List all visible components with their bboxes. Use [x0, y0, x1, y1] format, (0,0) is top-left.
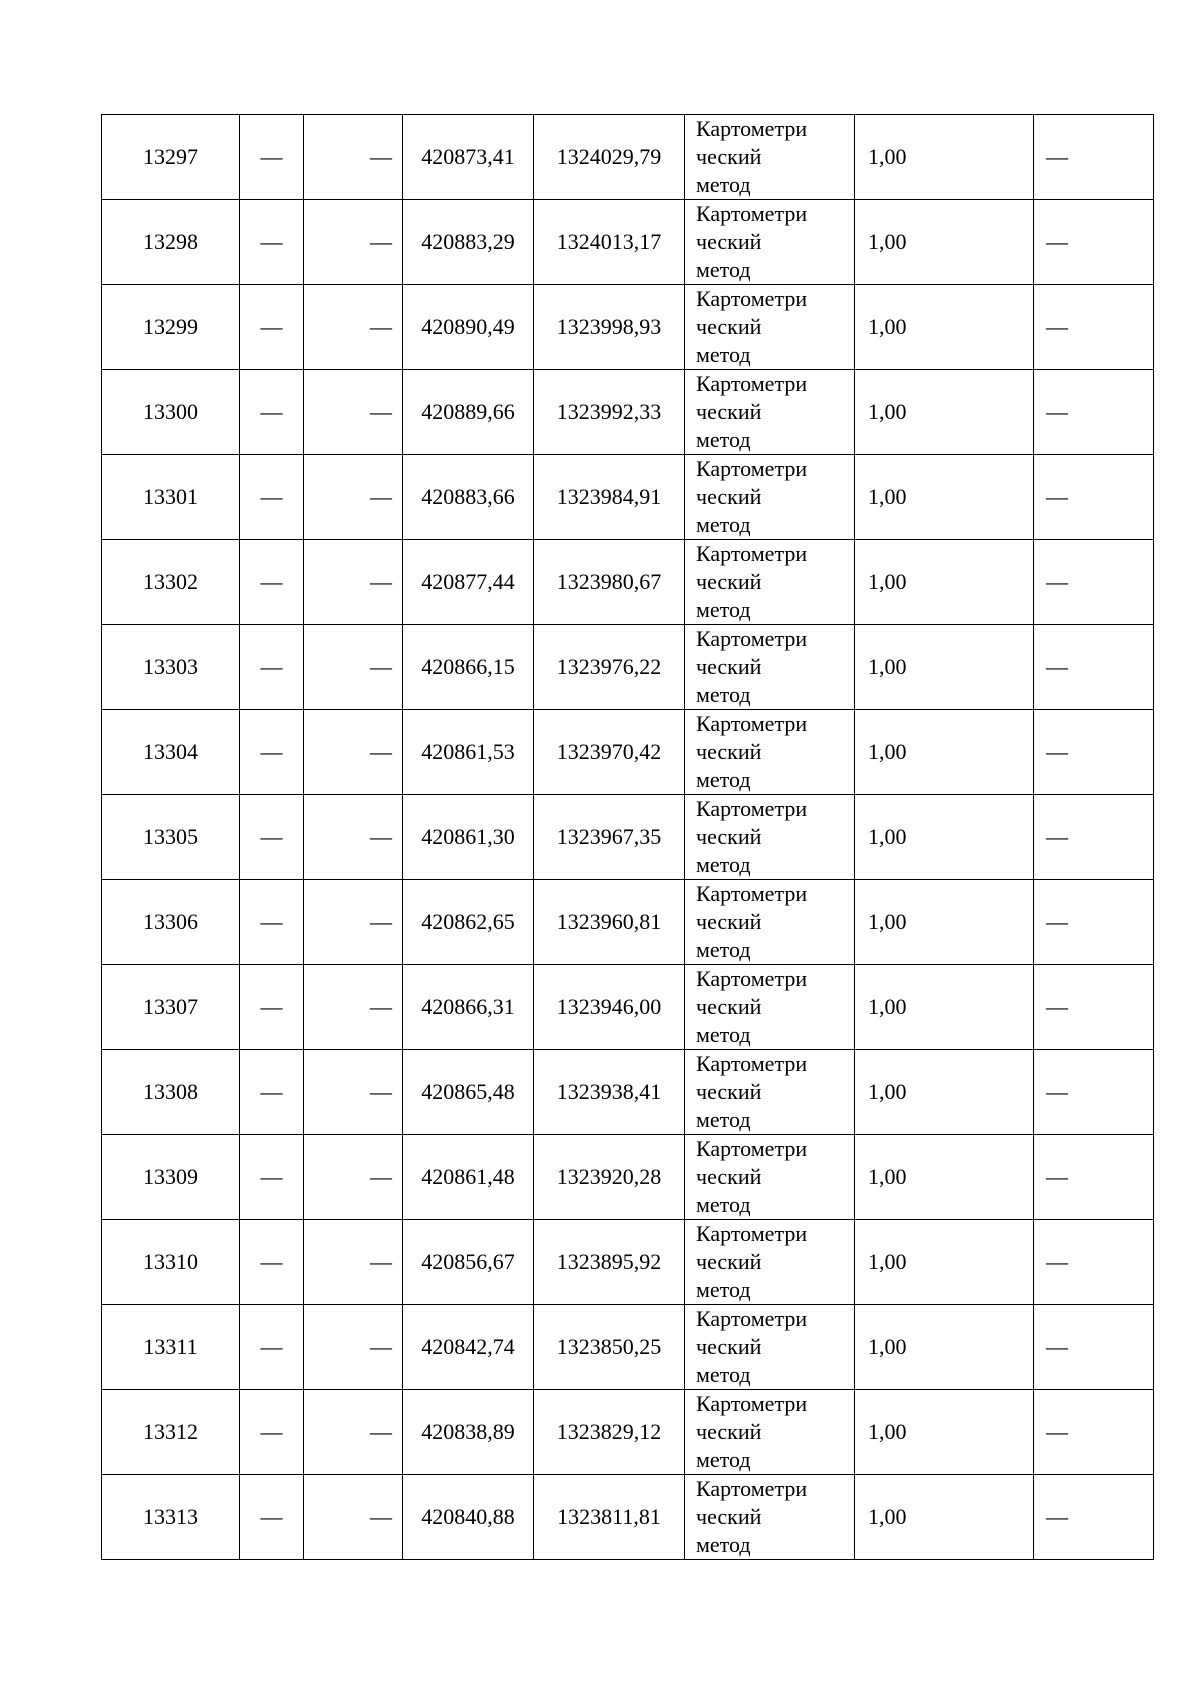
empty-value-cell: — — [240, 1305, 304, 1390]
method-text: Картометри ческий метод — [696, 116, 808, 197]
x-coordinate-cell: 420861,53 — [403, 710, 534, 795]
table-row — [102, 965, 1154, 1050]
y-coordinate-cell: 1323920,28 — [534, 1135, 685, 1220]
y-coordinate-cell: 1324029,79 — [534, 115, 685, 200]
x-coordinate-cell: 420890,49 — [403, 285, 534, 370]
accuracy-cell: 1,00 — [855, 1305, 1034, 1390]
y-coordinate-cell: 1323970,42 — [534, 710, 685, 795]
method-cell — [685, 370, 855, 455]
method-text: Картометри ческий метод — [696, 1221, 808, 1302]
empty-value-cell: — — [240, 285, 304, 370]
x-coordinate-cell: 420842,74 — [403, 1305, 534, 1390]
note-cell: — — [1034, 285, 1154, 370]
empty-value-cell: — — [240, 200, 304, 285]
method-cell — [685, 1220, 855, 1305]
empty-value-cell: — — [240, 795, 304, 880]
coordinates-table — [101, 114, 1154, 1560]
point-number-cell: 13301 — [102, 455, 240, 540]
accuracy-cell: 1,00 — [855, 710, 1034, 795]
y-coordinate-cell: 1324013,17 — [534, 200, 685, 285]
x-coordinate-cell: 420883,29 — [403, 200, 534, 285]
x-coordinate-cell: 420883,66 — [403, 455, 534, 540]
empty-value-cell: — — [240, 1135, 304, 1220]
method-cell — [685, 1475, 855, 1560]
table-row — [102, 370, 1154, 455]
empty-value-cell: — — [304, 1135, 403, 1220]
y-coordinate-cell: 1323980,67 — [534, 540, 685, 625]
table-row — [102, 115, 1154, 200]
note-cell: — — [1034, 1135, 1154, 1220]
note-cell: — — [1034, 115, 1154, 200]
point-number-cell: 13302 — [102, 540, 240, 625]
point-number-cell: 13297 — [102, 115, 240, 200]
y-coordinate-cell: 1323984,91 — [534, 455, 685, 540]
accuracy-cell: 1,00 — [855, 1050, 1034, 1135]
method-text: Картометри ческий метод — [696, 1391, 808, 1472]
method-text: Картометри ческий метод — [696, 541, 808, 622]
x-coordinate-cell: 420861,30 — [403, 795, 534, 880]
empty-value-cell: — — [240, 880, 304, 965]
table-row — [102, 880, 1154, 965]
method-cell — [685, 1390, 855, 1475]
method-cell — [685, 1305, 855, 1390]
empty-value-cell: — — [240, 455, 304, 540]
table-row — [102, 540, 1154, 625]
empty-value-cell: — — [304, 1390, 403, 1475]
note-cell: — — [1034, 710, 1154, 795]
empty-value-cell: — — [240, 1050, 304, 1135]
empty-value-cell: — — [304, 795, 403, 880]
method-text: Картометри ческий метод — [696, 1051, 808, 1132]
x-coordinate-cell: 420838,89 — [403, 1390, 534, 1475]
point-number-cell: 13311 — [102, 1305, 240, 1390]
method-text: Картометри ческий метод — [696, 371, 808, 452]
y-coordinate-cell: 1323895,92 — [534, 1220, 685, 1305]
accuracy-cell: 1,00 — [855, 1475, 1034, 1560]
point-number-cell: 13307 — [102, 965, 240, 1050]
empty-value-cell: — — [240, 625, 304, 710]
y-coordinate-cell: 1323829,12 — [534, 1390, 685, 1475]
y-coordinate-cell: 1323946,00 — [534, 965, 685, 1050]
x-coordinate-cell: 420866,15 — [403, 625, 534, 710]
accuracy-cell: 1,00 — [855, 880, 1034, 965]
point-number-cell: 13308 — [102, 1050, 240, 1135]
y-coordinate-cell: 1323967,35 — [534, 795, 685, 880]
empty-value-cell: — — [304, 540, 403, 625]
point-number-cell: 13312 — [102, 1390, 240, 1475]
accuracy-cell: 1,00 — [855, 795, 1034, 880]
accuracy-cell: 1,00 — [855, 625, 1034, 710]
method-cell — [685, 115, 855, 200]
method-text: Картометри ческий метод — [696, 881, 808, 962]
empty-value-cell: — — [304, 625, 403, 710]
x-coordinate-cell: 420856,67 — [403, 1220, 534, 1305]
empty-value-cell: — — [304, 115, 403, 200]
method-cell — [685, 1050, 855, 1135]
note-cell: — — [1034, 880, 1154, 965]
table-row — [102, 285, 1154, 370]
method-text: Картометри ческий метод — [696, 201, 808, 282]
empty-value-cell: — — [304, 1305, 403, 1390]
method-text: Картометри ческий метод — [696, 711, 808, 792]
x-coordinate-cell: 420865,48 — [403, 1050, 534, 1135]
table-row — [102, 1220, 1154, 1305]
table-row — [102, 200, 1154, 285]
y-coordinate-cell: 1323976,22 — [534, 625, 685, 710]
table-row — [102, 1475, 1154, 1560]
x-coordinate-cell: 420889,66 — [403, 370, 534, 455]
note-cell: — — [1034, 370, 1154, 455]
method-cell — [685, 710, 855, 795]
y-coordinate-cell: 1323960,81 — [534, 880, 685, 965]
table-row — [102, 625, 1154, 710]
point-number-cell: 13300 — [102, 370, 240, 455]
table-row — [102, 1135, 1154, 1220]
note-cell: — — [1034, 540, 1154, 625]
method-cell — [685, 455, 855, 540]
x-coordinate-cell: 420877,44 — [403, 540, 534, 625]
note-cell: — — [1034, 455, 1154, 540]
accuracy-cell: 1,00 — [855, 370, 1034, 455]
accuracy-cell: 1,00 — [855, 965, 1034, 1050]
method-cell — [685, 965, 855, 1050]
method-text: Картометри ческий метод — [696, 286, 808, 367]
empty-value-cell: — — [240, 1390, 304, 1475]
point-number-cell: 13304 — [102, 710, 240, 795]
accuracy-cell: 1,00 — [855, 200, 1034, 285]
note-cell: — — [1034, 1475, 1154, 1560]
empty-value-cell: — — [304, 1475, 403, 1560]
method-cell — [685, 795, 855, 880]
method-cell — [685, 540, 855, 625]
point-number-cell: 13303 — [102, 625, 240, 710]
point-number-cell: 13310 — [102, 1220, 240, 1305]
note-cell: — — [1034, 625, 1154, 710]
table-row — [102, 1305, 1154, 1390]
empty-value-cell: — — [304, 965, 403, 1050]
method-cell — [685, 285, 855, 370]
method-cell — [685, 625, 855, 710]
empty-value-cell: — — [304, 1220, 403, 1305]
empty-value-cell: — — [240, 540, 304, 625]
empty-value-cell: — — [304, 1050, 403, 1135]
note-cell: — — [1034, 965, 1154, 1050]
x-coordinate-cell: 420840,88 — [403, 1475, 534, 1560]
method-text: Картометри ческий метод — [696, 1476, 808, 1557]
x-coordinate-cell: 420862,65 — [403, 880, 534, 965]
y-coordinate-cell: 1323998,93 — [534, 285, 685, 370]
empty-value-cell: — — [240, 1220, 304, 1305]
point-number-cell: 13298 — [102, 200, 240, 285]
method-cell — [685, 200, 855, 285]
table-row — [102, 710, 1154, 795]
method-text: Картометри ческий метод — [696, 966, 808, 1047]
method-text: Картометри ческий метод — [696, 456, 808, 537]
accuracy-cell: 1,00 — [855, 115, 1034, 200]
accuracy-cell: 1,00 — [855, 1135, 1034, 1220]
x-coordinate-cell: 420873,41 — [403, 115, 534, 200]
method-text: Картометри ческий метод — [696, 1136, 808, 1217]
empty-value-cell: — — [240, 710, 304, 795]
table-row — [102, 455, 1154, 540]
note-cell: — — [1034, 1305, 1154, 1390]
table-row — [102, 795, 1154, 880]
empty-value-cell: — — [304, 880, 403, 965]
empty-value-cell: — — [304, 285, 403, 370]
y-coordinate-cell: 1323938,41 — [534, 1050, 685, 1135]
y-coordinate-cell: 1323992,33 — [534, 370, 685, 455]
empty-value-cell: — — [240, 1475, 304, 1560]
y-coordinate-cell: 1323850,25 — [534, 1305, 685, 1390]
method-cell — [685, 880, 855, 965]
point-number-cell: 13309 — [102, 1135, 240, 1220]
note-cell: — — [1034, 1390, 1154, 1475]
point-number-cell: 13299 — [102, 285, 240, 370]
table-row — [102, 1390, 1154, 1475]
accuracy-cell: 1,00 — [855, 1220, 1034, 1305]
accuracy-cell: 1,00 — [855, 1390, 1034, 1475]
note-cell: — — [1034, 1220, 1154, 1305]
y-coordinate-cell: 1323811,81 — [534, 1475, 685, 1560]
point-number-cell: 13306 — [102, 880, 240, 965]
point-number-cell: 13313 — [102, 1475, 240, 1560]
x-coordinate-cell: 420866,31 — [403, 965, 534, 1050]
empty-value-cell: — — [240, 370, 304, 455]
empty-value-cell: — — [240, 965, 304, 1050]
empty-value-cell: — — [304, 200, 403, 285]
empty-value-cell: — — [304, 710, 403, 795]
accuracy-cell: 1,00 — [855, 455, 1034, 540]
x-coordinate-cell: 420861,48 — [403, 1135, 534, 1220]
accuracy-cell: 1,00 — [855, 285, 1034, 370]
note-cell: — — [1034, 1050, 1154, 1135]
method-text: Картометри ческий метод — [696, 626, 808, 707]
coordinates-table-body — [102, 115, 1154, 1560]
empty-value-cell: — — [304, 370, 403, 455]
empty-value-cell: — — [240, 115, 304, 200]
point-number-cell: 13305 — [102, 795, 240, 880]
accuracy-cell: 1,00 — [855, 540, 1034, 625]
note-cell: — — [1034, 200, 1154, 285]
table-row — [102, 1050, 1154, 1135]
method-text: Картометри ческий метод — [696, 796, 808, 877]
method-cell — [685, 1135, 855, 1220]
empty-value-cell: — — [304, 455, 403, 540]
method-text: Картометри ческий метод — [696, 1306, 808, 1387]
note-cell: — — [1034, 795, 1154, 880]
